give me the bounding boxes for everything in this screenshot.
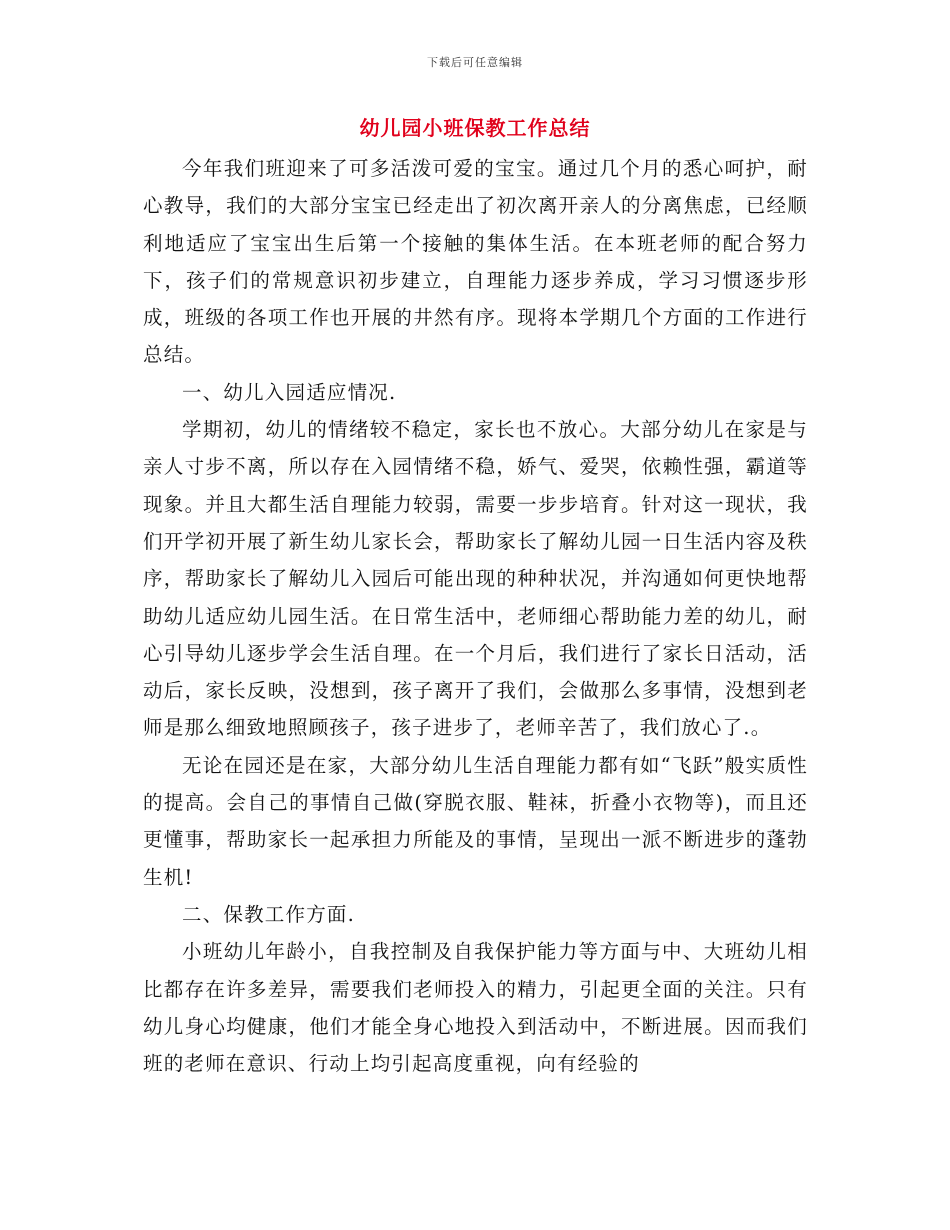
- paragraph-self-care: 无论在园还是在家，大部分幼儿生活自理能力都有如“飞跃”般实质性的提高。会自己的事情自己做(穿脱衣服、鞋袜，折叠小衣物等)，而且还更懂事，帮助家长一起承担力所能及的事情，呈现出一派不断进步的蓬勃生机!: [143, 753, 808, 889]
- paragraph-intro: 今年我们班迎来了可多活泼可爱的宝宝。通过几个月的悉心呵护，耐心教导，我们的大部分宝宝已经走出了初次离开亲人的分离焦虑，已经顺利地适应了宝宝出生后第一个接触的集体生活。在本班老师的配合努力下，孩子们的常规意识初步建立，自理能力逐步养成，学习习惯逐步形成，班级的各项工作也开展的井然有序。现将本学期几个方面的工作进行总结。: [143, 157, 808, 367]
- section-heading-1: 一、幼儿入园适应情况.: [182, 380, 397, 404]
- paragraph-adaptation: 学期初，幼儿的情绪较不稳定，家长也不放心。大部分幼儿在家是与亲人寸步不离，所以存在入园情绪不稳，娇气、爱哭，依赖性强，霸道等现象。并且大都生活自理能力较弱，需要一步步培育。针对这一现状，我们开学初开展了新生幼儿家长会，帮助家长了解幼儿园一日生活内容及秩序，帮助家长了解幼儿入园后可能出现的种种状况，并沟通如何更快地帮助幼儿适应幼儿园生活。在日常生活中，老师细心帮助能力差的幼儿，耐心引导幼儿逐步学会生活自理。在一个月后，我们进行了家长日活动，活动后，家长反映，没想到，孩子离开了我们，会做那么多事情，没想到老师是那么细致地照顾孩子，孩子进步了，老师辛苦了，我们放心了.。: [143, 418, 808, 740]
- header-note: 下载后可任意编辑: [427, 56, 523, 69]
- paragraph-care-education: 小班幼儿年龄小，自我控制及自我保护能力等方面与中、大班幼儿相比都存在许多差异，需要我们老师投入的精力，引起更全面的关注。只有幼儿身心均健康，他们才能全身心地投入到活动中，不断进展。因而我们班的老师在意识、行动上均引起高度重视，向有经验的: [143, 940, 808, 1076]
- document-body: [143, 150, 808, 1082]
- section-heading-2: 二、保教工作方面.: [182, 902, 355, 926]
- document-title: 幼儿园小班保教工作总结: [359, 116, 591, 140]
